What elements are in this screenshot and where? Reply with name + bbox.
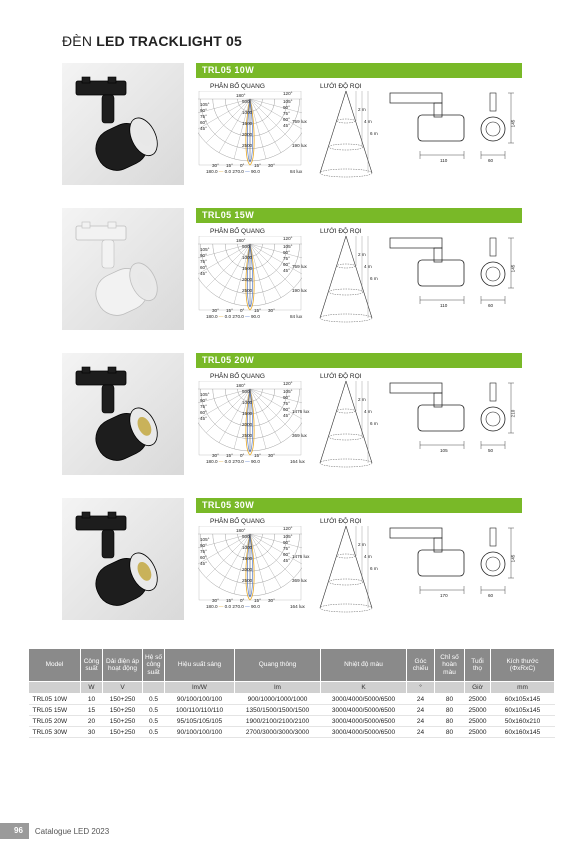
polar-radial-value: 2500 [242,578,253,583]
model-bar: TRL05 10W [196,63,522,78]
polar-bottom-angle: 30° [268,453,275,458]
polar-angle-left: 90° [200,398,207,403]
th-lumen: Quang thông [235,649,321,682]
polar-angle-right: 75° [283,546,290,551]
polar-angle-left: 105° [200,392,210,397]
unit-cell: lm/W [165,682,235,694]
th-power: Công suất [81,649,103,682]
dimension-depth: 60 [488,593,494,598]
cone-heading: LƯỚI ĐỘ RỌI [320,228,362,235]
th-beam-angle: Góc chiếu [407,649,435,682]
polar-angle-left: 60° [200,410,207,415]
polar-radial-value: 500 [242,534,250,539]
th-lifetime: Tuổi thọ [465,649,491,682]
polar-radial-value: 1500 [242,556,253,561]
dimension-drawing [384,230,524,328]
polar-heading: PHÂN BỐ QUANG [210,373,265,380]
th-cct: Nhiệt độ màu [321,649,407,682]
polar-angle-right: 75° [283,256,290,261]
polar-angle-right: 120° [283,236,293,241]
table-cell: 25000 [465,727,491,738]
polar-angle-left: 45° [200,561,207,566]
page-footer [0,823,109,839]
unit-cell: mm [491,682,555,694]
polar-legend: 180.0 — 0.0 270.0 — 90.0 [206,169,260,174]
distance-2m: 2 m [358,397,366,402]
th-voltage: Dải điện áp hoạt động [103,649,143,682]
polar-angle-left: 105° [200,247,210,252]
legend-value: 0.0 [224,604,232,609]
dimension-height: 145 [510,554,516,563]
table-cell: 60x105x145 [491,694,555,705]
product-photo [62,498,184,620]
polar-angle-left: 90° [200,543,207,548]
polar-angle-right: 105° [283,244,293,249]
table-cell: 90/100/100/100 [165,727,235,738]
distance-4m: 4 m [364,264,372,269]
table-cell: 25000 [465,705,491,716]
cone-heading: LƯỚI ĐỘ RỌI [320,83,362,90]
dimension-width: 110 [440,158,448,163]
table-cell: 20 [81,716,103,727]
polar-bottom-angle: 15° [226,308,233,313]
dimension-width: 105 [440,448,448,453]
dimension-drawing [384,85,524,183]
lux-value-near: 759 lux [292,264,307,269]
distance-4m: 4 m [364,554,372,559]
dimension-height: 145 [510,119,516,128]
product-photo-svg [62,353,184,475]
table-cell: 150+250 [103,705,143,716]
table-cell: 1900/2100/2100/2100 [235,716,321,727]
th-dimensions: Kích thước (ΦxRxC) [491,649,555,682]
polar-bottom-angle: 15° [254,163,261,168]
dimension-drawing-svg [384,85,524,183]
polar-angle-right: 90° [283,105,290,110]
lux-value-near: 759 lux [292,119,307,124]
page-number: 96 [0,823,29,839]
polar-radial-value: 500 [242,389,250,394]
polar-bottom-angle: 15° [254,598,261,603]
dimension-width: 170 [440,593,448,598]
polar-bottom-angle: 30° [212,453,219,458]
polar-angle-right: 75° [283,111,290,116]
table-cell: 24 [407,716,435,727]
distance-2m: 2 m [358,252,366,257]
polar-legend: 180.0 — 0.0 270.0 — 90.0 [206,314,260,319]
model-bar: TRL05 20W [196,353,522,368]
legend-value: 180.0 [206,459,218,464]
lux-value-far: 164 lux [290,604,305,609]
product-photo-svg [62,498,184,620]
polar-bottom-angle: 15° [226,453,233,458]
table-cell: 0.5 [143,727,165,738]
polar-angle-right: 120° [283,526,293,531]
polar-angle-right: 60° [283,262,290,267]
polar-heading: PHÂN BỐ QUANG [210,83,265,90]
polar-angle-top: 180° [236,238,246,243]
legend-value: 270.0 [232,604,244,609]
polar-radial-value: 1000 [242,255,253,260]
legend-value: 180.0 [206,169,218,174]
distance-6m: 6 m [370,276,378,281]
polar-angle-right: 90° [283,250,290,255]
polar-bottom-angle: 30° [212,163,219,168]
table-cell: 80 [435,727,465,738]
table-cell: 0.5 [143,716,165,727]
unit-cell: ° [407,682,435,694]
legend-value: 90.0 [250,169,260,174]
polar-bottom-angle: 15° [254,453,261,458]
table-cell: TRL05 10W [29,694,81,705]
table-cell: 2700/3000/3000/3000 [235,727,321,738]
table-cell: TRL05 30W [29,727,81,738]
cone-heading: LƯỚI ĐỘ RỌI [320,518,362,525]
th-efficacy: Hiệu suất sáng [165,649,235,682]
unit-cell: W [81,682,103,694]
catalogue-label: Catalogue LED 2023 [34,826,110,836]
distance-6m: 6 m [370,566,378,571]
table-cell: 80 [435,716,465,727]
table-cell: 900/1000/1000/1000 [235,694,321,705]
legend-value: 180.0 [206,604,218,609]
polar-bottom-angle: 15° [226,163,233,168]
distance-6m: 6 m [370,131,378,136]
polar-angle-right: 90° [283,395,290,400]
table-cell: 3000/4000/5000/6500 [321,716,407,727]
polar-angle-right: 60° [283,407,290,412]
table-cell: 150+250 [103,716,143,727]
legend-value: 270.0 [232,459,244,464]
table-cell: 25000 [465,716,491,727]
polar-angle-top: 180° [236,93,246,98]
distance-4m: 4 m [364,409,372,414]
legend-value: 270.0 [232,314,244,319]
polar-angle-right: 60° [283,552,290,557]
polar-legend: 180.0 — 0.0 270.0 — 90.0 [206,604,260,609]
polar-angle-left: 75° [200,404,207,409]
polar-angle-right: 45° [283,413,290,418]
product-photo [62,63,184,185]
polar-radial-value: 2500 [242,433,253,438]
polar-angle-right: 90° [283,540,290,545]
table-cell: 3000/4000/5000/6500 [321,705,407,716]
distance-2m: 2 m [358,107,366,112]
polar-bottom-angle: 30° [268,598,275,603]
table-units-row [29,682,555,694]
table-row [29,716,555,727]
polar-angle-right: 105° [283,389,293,394]
lux-value-near: 1476 lux [292,409,310,414]
table-cell: 3000/4000/5000/6500 [321,694,407,705]
lux-value-mid: 190 lux [292,143,307,148]
polar-bottom-angle: 30° [212,308,219,313]
dimension-depth: 60 [488,158,494,163]
product-photo-svg [62,208,184,330]
legend-value: 180.0 [206,314,218,319]
polar-angle-left: 60° [200,265,207,270]
unit-cell: Giờ [465,682,491,694]
unit-cell: K [321,682,407,694]
dimension-depth: 60 [488,303,494,308]
polar-angle-right: 45° [283,268,290,273]
polar-bottom-angle: 0° [240,598,245,603]
dimension-height: 145 [510,264,516,273]
distance-4m: 4 m [364,119,372,124]
polar-bottom-angle: 30° [268,308,275,313]
polar-radial-value: 2000 [242,567,253,572]
polar-bottom-angle: 0° [240,453,245,458]
product-photo [62,208,184,330]
unit-cell: lm [235,682,321,694]
polar-radial-value: 1000 [242,110,253,115]
table-header-row [29,649,555,682]
dimension-drawing-svg [384,230,524,328]
lux-value-far: 84 lux [290,169,303,174]
table-row [29,727,555,738]
polar-radial-value: 1500 [242,411,253,416]
unit-cell [29,682,81,694]
product-block [62,63,522,191]
polar-radial-value: 2000 [242,277,253,282]
polar-radial-value: 1500 [242,121,253,126]
product-photo [62,353,184,475]
table-cell: 90/100/100/100 [165,694,235,705]
dimension-drawing [384,520,524,618]
polar-angle-left: 90° [200,253,207,258]
dimension-drawing-svg [384,520,524,618]
lux-value-far: 84 lux [290,314,303,319]
lux-value-mid: 190 lux [292,288,307,293]
table-cell: 60x160x145 [491,727,555,738]
polar-angle-right: 75° [283,401,290,406]
polar-angle-left: 60° [200,120,207,125]
table-cell: TRL05 20W [29,716,81,727]
distance-6m: 6 m [370,421,378,426]
table-cell: TRL05 15W [29,705,81,716]
model-bar: TRL05 15W [196,208,522,223]
table-cell: 24 [407,694,435,705]
polar-angle-left: 45° [200,416,207,421]
polar-angle-left: 75° [200,259,207,264]
dimension-width: 110 [440,303,448,308]
polar-heading: PHÂN BỐ QUANG [210,518,265,525]
table-cell: 80 [435,694,465,705]
table-body [29,694,555,738]
table-row [29,705,555,716]
table-cell: 60x105x145 [491,705,555,716]
polar-radial-value: 1000 [242,400,253,405]
table-cell: 1350/1500/1500/1500 [235,705,321,716]
table-cell: 150+250 [103,694,143,705]
polar-angle-right: 45° [283,123,290,128]
polar-bottom-angle: 15° [254,308,261,313]
table-cell: 24 [407,727,435,738]
table-cell: 95/105/105/105 [165,716,235,727]
table-cell: 80 [435,705,465,716]
legend-value: 0.0 [224,459,232,464]
table-cell: 150+250 [103,727,143,738]
polar-angle-right: 105° [283,99,293,104]
table-cell: 25000 [465,694,491,705]
polar-bottom-angle: 0° [240,308,245,313]
polar-angle-left: 105° [200,537,210,542]
dimension-drawing [384,375,524,473]
unit-cell: V [103,682,143,694]
legend-value: 0.0 [224,314,232,319]
product-photo-svg [62,63,184,185]
polar-angle-left: 75° [200,114,207,119]
cone-heading: LƯỚI ĐỘ RỌI [320,373,362,380]
lux-value-mid: 369 lux [292,578,307,583]
polar-radial-value: 2500 [242,288,253,293]
dimension-drawing-svg [384,375,524,473]
lux-value-far: 164 lux [290,459,305,464]
polar-angle-right: 120° [283,381,293,386]
table-cell: 15 [81,705,103,716]
polar-angle-right: 105° [283,534,293,539]
dimension-height: 210 [510,409,516,418]
legend-value: 90.0 [250,459,260,464]
lux-value-mid: 369 lux [292,433,307,438]
product-block [62,498,522,626]
polar-radial-value: 2000 [242,132,253,137]
polar-angle-right: 45° [283,558,290,563]
table-cell: 100/110/110/110 [165,705,235,716]
legend-value: 270.0 [232,169,244,174]
legend-value: 90.0 [250,604,260,609]
legend-value: 0.0 [224,169,232,174]
polar-angle-left: 45° [200,271,207,276]
dimension-depth: 50 [488,448,494,453]
polar-legend: 180.0 — 0.0 270.0 — 90.0 [206,459,260,464]
table-cell: 24 [407,705,435,716]
table-cell: 0.5 [143,694,165,705]
th-cri: Chỉ số hoàn màu [435,649,465,682]
polar-radial-value: 1500 [242,266,253,271]
polar-angle-left: 75° [200,549,207,554]
distance-2m: 2 m [358,542,366,547]
polar-angle-top: 180° [236,528,246,533]
product-block [62,208,522,336]
polar-angle-left: 60° [200,555,207,560]
th-power-factor: Hệ số công suất [143,649,165,682]
product-block [62,353,522,481]
polar-angle-right: 120° [283,91,293,96]
polar-angle-right: 60° [283,117,290,122]
spec-table [28,648,555,738]
model-bar: TRL05 30W [196,498,522,513]
table-cell: 30 [81,727,103,738]
table-cell: 10 [81,694,103,705]
polar-radial-value: 1000 [242,545,253,550]
polar-radial-value: 2500 [242,143,253,148]
polar-angle-top: 180° [236,383,246,388]
table-row [29,694,555,705]
unit-cell [143,682,165,694]
polar-bottom-angle: 0° [240,163,245,168]
table-cell: 50x160x210 [491,716,555,727]
lux-value-near: 1476 lux [292,554,310,559]
table-cell: 0.5 [143,705,165,716]
polar-bottom-angle: 15° [226,598,233,603]
table-cell: 3000/4000/5000/6500 [321,727,407,738]
unit-cell [435,682,465,694]
polar-heading: PHÂN BỐ QUANG [210,228,265,235]
polar-radial-value: 500 [242,99,250,104]
polar-radial-value: 2000 [242,422,253,427]
polar-angle-left: 105° [200,102,210,107]
polar-bottom-angle: 30° [212,598,219,603]
polar-angle-left: 45° [200,126,207,131]
polar-radial-value: 500 [242,244,250,249]
polar-bottom-angle: 30° [268,163,275,168]
th-model: Model [29,649,81,682]
page-title: ĐÈN LED TRACKLIGHT 05 [62,33,243,49]
legend-value: 90.0 [250,314,260,319]
polar-angle-left: 90° [200,108,207,113]
